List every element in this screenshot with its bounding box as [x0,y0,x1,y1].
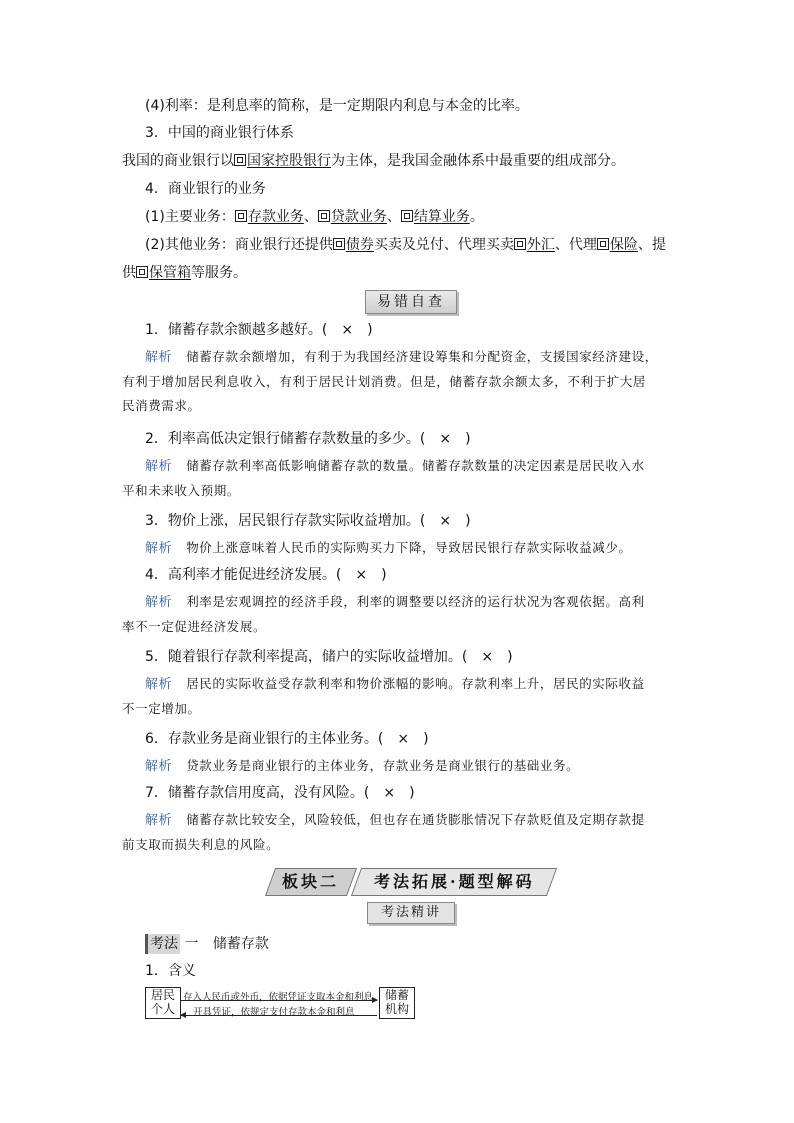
blank-box-icon [514,238,526,250]
question-4: 4．高利率才能促进经济发展。( × ) [145,567,387,583]
deposit-flow-label: 存入人民币或外币，依据凭证支取本金和利息 [183,992,374,1003]
explanation-5: 解析 居民的实际收益受存款利率和物价涨幅的影响。存款利率上升，居民的实际收益 不一定增加。 [145,672,677,721]
explanation-2: 解析 储蓄存款利率高低影响储蓄存款的数量。储蓄存款数量的决定因素是居民收入水 平和未来收入预期。 [145,454,677,503]
question-5: 5．随着银行存款利率提高，储户的实际收益增加。( × ) [145,649,513,665]
section2-banner [270,868,552,894]
explain-tag: 解析 [145,541,173,556]
blank-box-icon [401,210,413,222]
section4-title: 4．商业银行的业务 [145,181,266,197]
explanation-4: 解析 利率是宏观调控的经济手段，利率的调整要以经济的运行状况为客观依据。高利 率不一定促进经济发展。 [145,590,677,639]
question-7: 7．储蓄存款信用度高，没有风险。( × ) [145,785,415,801]
explain-tag: 解析 [145,759,173,774]
blank-box-icon [318,210,330,222]
explain-tag: 解析 [145,813,173,828]
question-6: 6．存款业务是商业银行的主体业务。( × ) [145,731,429,747]
savings-institution-box: 储蓄 机构 [379,987,415,1019]
question-2: 2．利率高低决定银行储蓄存款数量的多少。( × ) [145,431,471,447]
other-business: (2)其他业务：商业银行还提供 债券买卖及兑付、代理买卖 外汇、代理 保险、提 [145,237,666,253]
question-3: 3．物价上涨，居民银行存款实际收益增加。( × ) [145,513,471,529]
explanation-7: 解析 储蓄存款比较安全，风险较低，但也存在通货膨胀情况下存款贬值及定期存款提 前支取而损失利息的风险。 [145,808,677,857]
self-check-banner: 易错自查 [365,290,457,314]
question-1: 1．储蓄存款余额越多越好。( × ) [145,322,373,338]
explain-tag: 解析 [145,595,173,610]
arrow-right-icon [181,1000,377,1001]
other-business-cont: 供 保管箱等服务。 [122,265,247,281]
blank-box-icon [333,238,345,250]
payout-flow-label: 开具凭证，依规定支付存款本金和利息 [193,1007,355,1018]
explain-tag: 解析 [145,677,173,692]
method-intro-banner: 考法精讲 [367,902,455,924]
blank-box-icon [136,266,148,278]
explanation-1: 解析 储蓄存款余额增加，有利于为我国经济建设筹集和分配资金，支援国家经济建设， 有利于增加居民利息收入，有利于居民计划消费。但是，储蓄存款余额太多，不利于扩大居 民消费需求。 [145,345,677,418]
method-title: 储蓄存款 [212,936,269,952]
main-business: (1)主要业务： 存款业务、 贷款业务、 结算业务。 [145,209,484,225]
explain-tag: 解析 [145,350,173,365]
definition-item: 1．含义 [145,963,196,979]
section2-label: 板块二 [282,872,340,891]
savings-flow-diagram [145,987,415,1019]
section3-text: 我国的商业银行以 国家控股银行为主体，是我国金融体系中最重要的组成部分。 [122,153,625,169]
section3-title: 3．中国的商业银行体系 [145,125,294,141]
section2-title: 考法拓展·题型解码 [373,872,535,891]
method-label: 考法 [145,934,180,954]
explain-tag: 解析 [145,459,173,474]
arrow-left-icon [181,1015,377,1016]
interest-rate-definition: (4)利率：是利息率的简称，是一定期限内利息与本金的比率。 [145,98,529,114]
explanation-3: 解析 物价上涨意味着人民币的实际购买力下降，导致居民银行存款实际收益减少。 [145,536,677,561]
resident-box: 居民 个人 [145,987,181,1019]
blank-box-icon [235,210,247,222]
blank-box-icon [597,238,609,250]
blank-box-icon [234,154,246,166]
explanation-6: 解析 贷款业务是商业银行的主体业务，存款业务是商业银行的基础业务。 [145,754,677,779]
method-heading [145,934,269,954]
method-number: 一 [184,936,199,952]
